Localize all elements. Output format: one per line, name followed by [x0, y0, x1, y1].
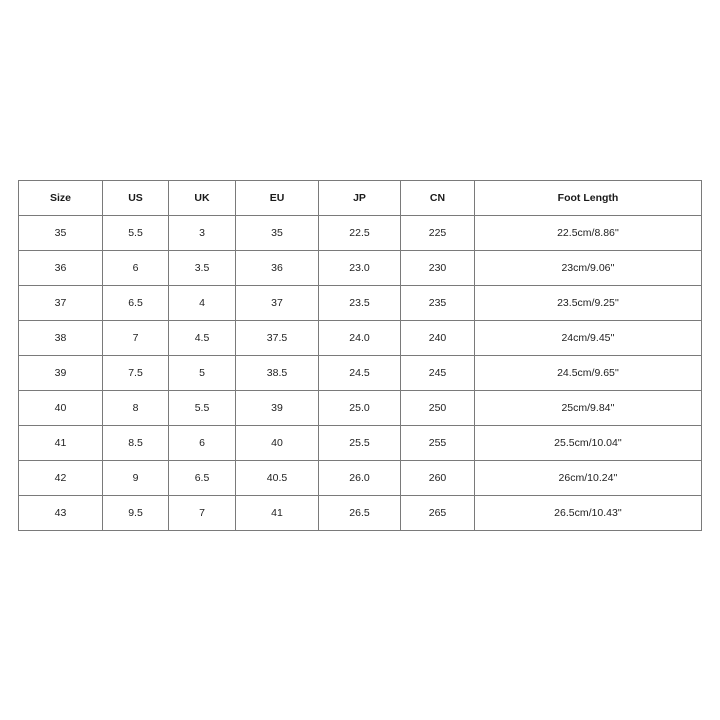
- cell-size: 35: [19, 216, 103, 251]
- cell-uk: 3: [169, 216, 236, 251]
- cell-eu: 40: [236, 426, 319, 461]
- cell-size: 42: [19, 461, 103, 496]
- cell-us: 5.5: [103, 216, 169, 251]
- table-row: [19, 461, 702, 496]
- table-row: [19, 426, 702, 461]
- cell-jp: 24.5: [319, 356, 401, 391]
- cell-eu: 37.5: [236, 321, 319, 356]
- table-row: [19, 216, 702, 251]
- cell-cn: 235: [401, 286, 475, 321]
- cell-size: 39: [19, 356, 103, 391]
- cell-eu: 35: [236, 216, 319, 251]
- cell-eu: 38.5: [236, 356, 319, 391]
- cell-cn: 250: [401, 391, 475, 426]
- cell-jp: 25.5: [319, 426, 401, 461]
- cell-uk: 4.5: [169, 321, 236, 356]
- cell-foot-length: 24.5cm/9.65'': [475, 356, 702, 391]
- cell-us: 8.5: [103, 426, 169, 461]
- cell-us: 6.5: [103, 286, 169, 321]
- cell-foot-length: 22.5cm/8.86'': [475, 216, 702, 251]
- table-row: [19, 286, 702, 321]
- cell-foot-length: 26.5cm/10.43'': [475, 496, 702, 531]
- table-row: [19, 321, 702, 356]
- table-row: [19, 496, 702, 531]
- cell-jp: 22.5: [319, 216, 401, 251]
- cell-eu: 39: [236, 391, 319, 426]
- cell-us: 9: [103, 461, 169, 496]
- header-row: [19, 181, 702, 216]
- header-jp: JP: [319, 181, 401, 216]
- cell-size: 36: [19, 251, 103, 286]
- cell-size: 37: [19, 286, 103, 321]
- header-foot-length: Foot Length: [475, 181, 702, 216]
- cell-us: 6: [103, 251, 169, 286]
- header-cn: CN: [401, 181, 475, 216]
- cell-foot-length: 25cm/9.84'': [475, 391, 702, 426]
- cell-size: 40: [19, 391, 103, 426]
- cell-size: 38: [19, 321, 103, 356]
- cell-uk: 3.5: [169, 251, 236, 286]
- cell-uk: 4: [169, 286, 236, 321]
- cell-cn: 260: [401, 461, 475, 496]
- cell-us: 7.5: [103, 356, 169, 391]
- cell-uk: 6.5: [169, 461, 236, 496]
- cell-us: 9.5: [103, 496, 169, 531]
- cell-cn: 245: [401, 356, 475, 391]
- table-row: [19, 356, 702, 391]
- cell-uk: 6: [169, 426, 236, 461]
- header-eu: EU: [236, 181, 319, 216]
- cell-jp: 26.0: [319, 461, 401, 496]
- cell-jp: 24.0: [319, 321, 401, 356]
- cell-jp: 25.0: [319, 391, 401, 426]
- cell-foot-length: 23.5cm/9.25'': [475, 286, 702, 321]
- cell-eu: 36: [236, 251, 319, 286]
- cell-eu: 40.5: [236, 461, 319, 496]
- cell-foot-length: 23cm/9.06'': [475, 251, 702, 286]
- cell-cn: 255: [401, 426, 475, 461]
- cell-foot-length: 25.5cm/10.04'': [475, 426, 702, 461]
- cell-us: 7: [103, 321, 169, 356]
- cell-jp: 23.5: [319, 286, 401, 321]
- cell-us: 8: [103, 391, 169, 426]
- table-row: [19, 251, 702, 286]
- cell-cn: 240: [401, 321, 475, 356]
- cell-eu: 37: [236, 286, 319, 321]
- cell-jp: 26.5: [319, 496, 401, 531]
- cell-uk: 5.5: [169, 391, 236, 426]
- cell-uk: 5: [169, 356, 236, 391]
- cell-foot-length: 24cm/9.45'': [475, 321, 702, 356]
- cell-size: 43: [19, 496, 103, 531]
- cell-jp: 23.0: [319, 251, 401, 286]
- table-row: [19, 391, 702, 426]
- cell-cn: 230: [401, 251, 475, 286]
- cell-uk: 7: [169, 496, 236, 531]
- cell-cn: 265: [401, 496, 475, 531]
- cell-foot-length: 26cm/10.24'': [475, 461, 702, 496]
- cell-size: 41: [19, 426, 103, 461]
- size-chart-table: [18, 180, 702, 531]
- header-uk: UK: [169, 181, 236, 216]
- header-us: US: [103, 181, 169, 216]
- cell-cn: 225: [401, 216, 475, 251]
- header-size: Size: [19, 181, 103, 216]
- cell-eu: 41: [236, 496, 319, 531]
